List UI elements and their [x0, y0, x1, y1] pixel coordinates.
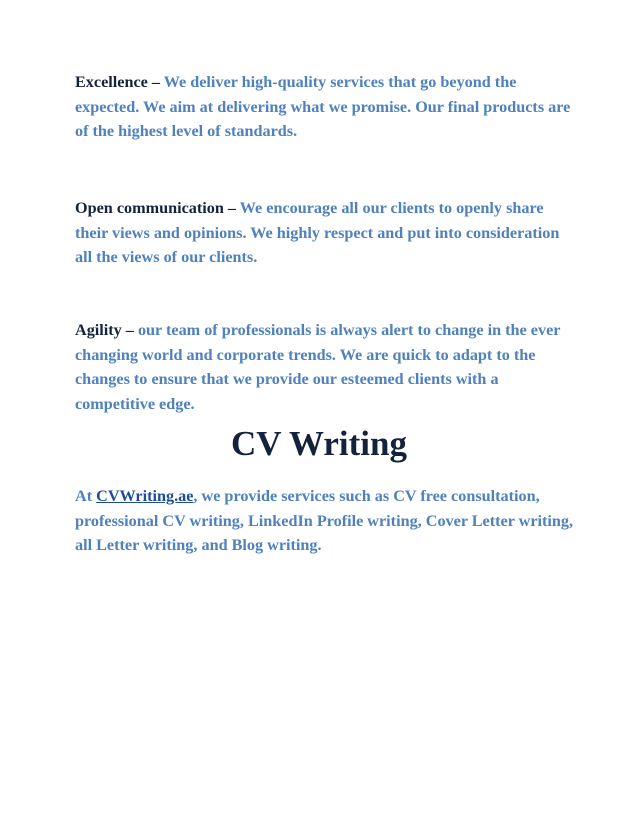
- agility-term: Agility –: [75, 321, 134, 339]
- cvwriting-link[interactable]: CVWriting.ae: [96, 487, 194, 505]
- agility-text: our team of professionals is always alert to change in the ever changing world and corporate trends. We are quick to adapt to the changes to ensure that we provide our esteemed clients with a competitive edge.: [75, 321, 561, 413]
- excellence-term: Excellence –: [75, 73, 160, 91]
- open-communication-paragraph: [75, 196, 575, 270]
- cv-writing-prefix: At: [75, 487, 97, 505]
- excellence-text: We deliver high-quality services that go beyond the expected. We aim at delivering what we promise. Our final products are of the highest level of standards.: [75, 73, 571, 140]
- cv-writing-paragraph: [75, 484, 575, 558]
- open-communication-term: Open communication –: [75, 199, 236, 217]
- open-communication-text: We encourage all our clients to openly share their views and opinions. We highly respect and put into consideration all the views of our clients.: [75, 199, 560, 266]
- agility-paragraph: [75, 318, 575, 416]
- cv-writing-heading: CV Writing: [230, 424, 407, 463]
- cv-writing-text: , we provide services such as CV free consultation, professional CV writing, LinkedIn Profile writing, Cover Letter writing, all Letter writing, and Blog writing.: [75, 487, 574, 554]
- excellence-paragraph: [75, 70, 575, 144]
